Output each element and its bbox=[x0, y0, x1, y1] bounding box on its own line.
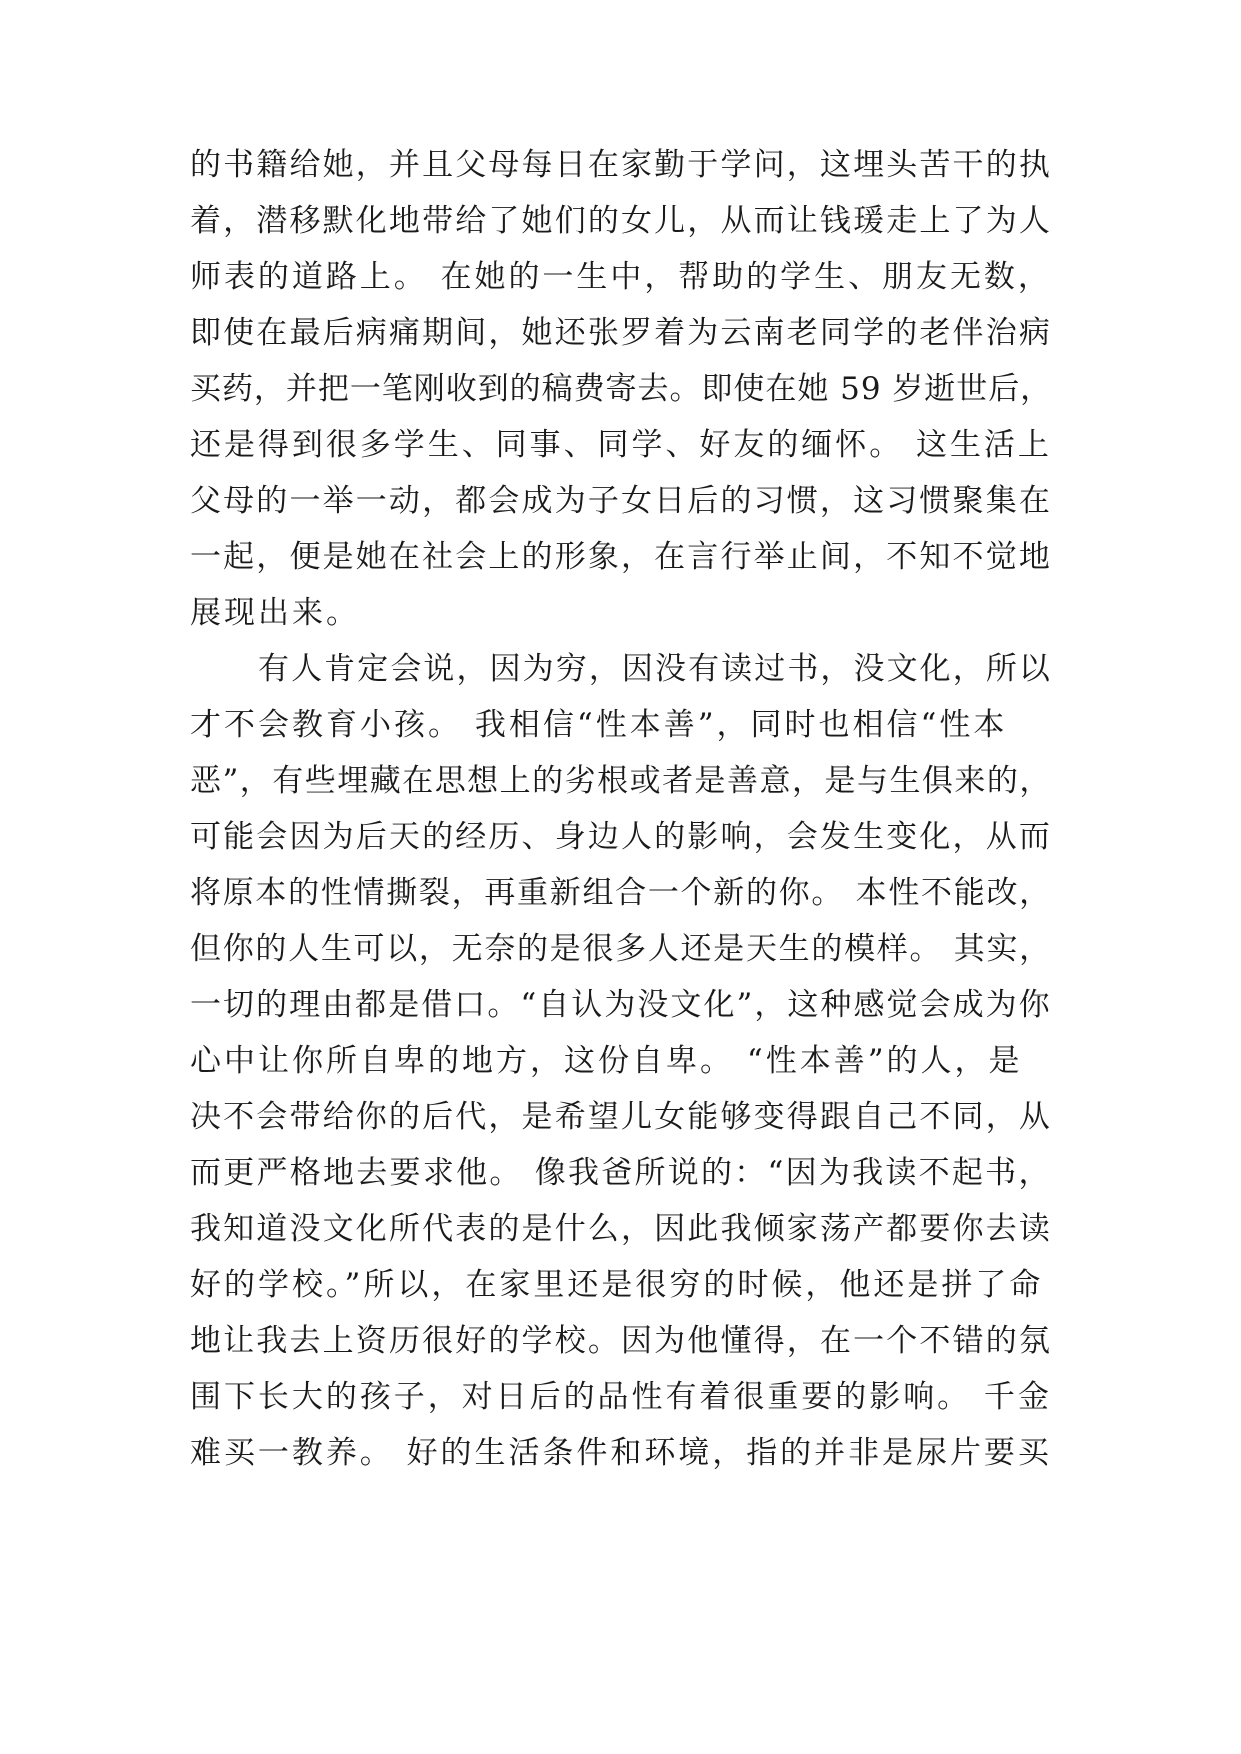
text-line-18: 决不会带给你的后代，是希望儿女能够变得跟自己不同，从 bbox=[190, 1099, 1052, 1135]
text-line-19: 而更严格地去要求他。 像我爸所说的：“因为我读不起书， bbox=[190, 1155, 1052, 1191]
text-line-22: 地让我去上资历很好的学校。因为他懂得，在一个不错的氛 bbox=[190, 1323, 1052, 1359]
text-line-13: 可能会因为后天的经历、身边人的影响，会发生变化，从而 bbox=[190, 819, 1052, 855]
text-line-15: 但你的人生可以，无奈的是很多人还是天生的模样。 其实， bbox=[190, 931, 1052, 967]
text-line-10: 有人肯定会说，因为穷，因没有读过书，没文化，所以 bbox=[258, 651, 1052, 687]
text-line-8: 一起，便是她在社会上的形象，在言行举止间，不知不觉地 bbox=[190, 539, 1052, 575]
text-line-24: 难买一教养。 好的生活条件和环境，指的并非是尿片要买 bbox=[190, 1435, 1052, 1471]
text-line-17: 心中让你所自卑的地方，这份自卑。 “性本善”的人，是 bbox=[190, 1043, 1023, 1079]
text-line-16: 一切的理由都是借口。“自认为没文化”，这种感觉会成为你 bbox=[190, 987, 1052, 1023]
text-line-20: 我知道没文化所代表的是什么，因此我倾家荡产都要你去读 bbox=[190, 1211, 1052, 1247]
text-line-5: 买药，并把一笔刚收到的稿费寄去。即使在她 59 岁逝世后， bbox=[190, 371, 1053, 407]
text-line-21: 好的学校。”所以，在家里还是很穷的时候，他还是拼了命 bbox=[190, 1267, 1044, 1303]
text-line-4: 即使在最后病痛期间，她还张罗着为云南老同学的老伴治病 bbox=[190, 315, 1052, 351]
text-line-9: 展现出来。 bbox=[190, 595, 360, 631]
text-line-2: 着，潜移默化地带给了她们的女儿，从而让钱瑗走上了为人 bbox=[190, 203, 1052, 239]
text-line-1: 的书籍给她，并且父母每日在家勤于学问，这埋头苦干的执 bbox=[190, 147, 1052, 183]
text-line-3: 师表的道路上。 在她的一生中，帮助的学生、朋友无数， bbox=[190, 259, 1052, 295]
text-line-14: 将原本的性情撕裂，再重新组合一个新的你。 本性不能改， bbox=[190, 875, 1052, 911]
text-line-11: 才不会教育小孩。 我相信“性本善”，同时也相信“性本 bbox=[190, 707, 1008, 743]
text-line-23: 围下长大的孩子，对日后的品性有着很重要的影响。 千金 bbox=[190, 1379, 1052, 1415]
text-line-12: 恶”，有些埋藏在思想上的劣根或者是善意，是与生俱来的， bbox=[190, 763, 1052, 799]
text-line-7: 父母的一举一动，都会成为子女日后的习惯，这习惯聚集在 bbox=[190, 483, 1052, 519]
text-line-6: 还是得到很多学生、同事、同学、好友的缅怀。 这生活上 bbox=[190, 427, 1052, 463]
